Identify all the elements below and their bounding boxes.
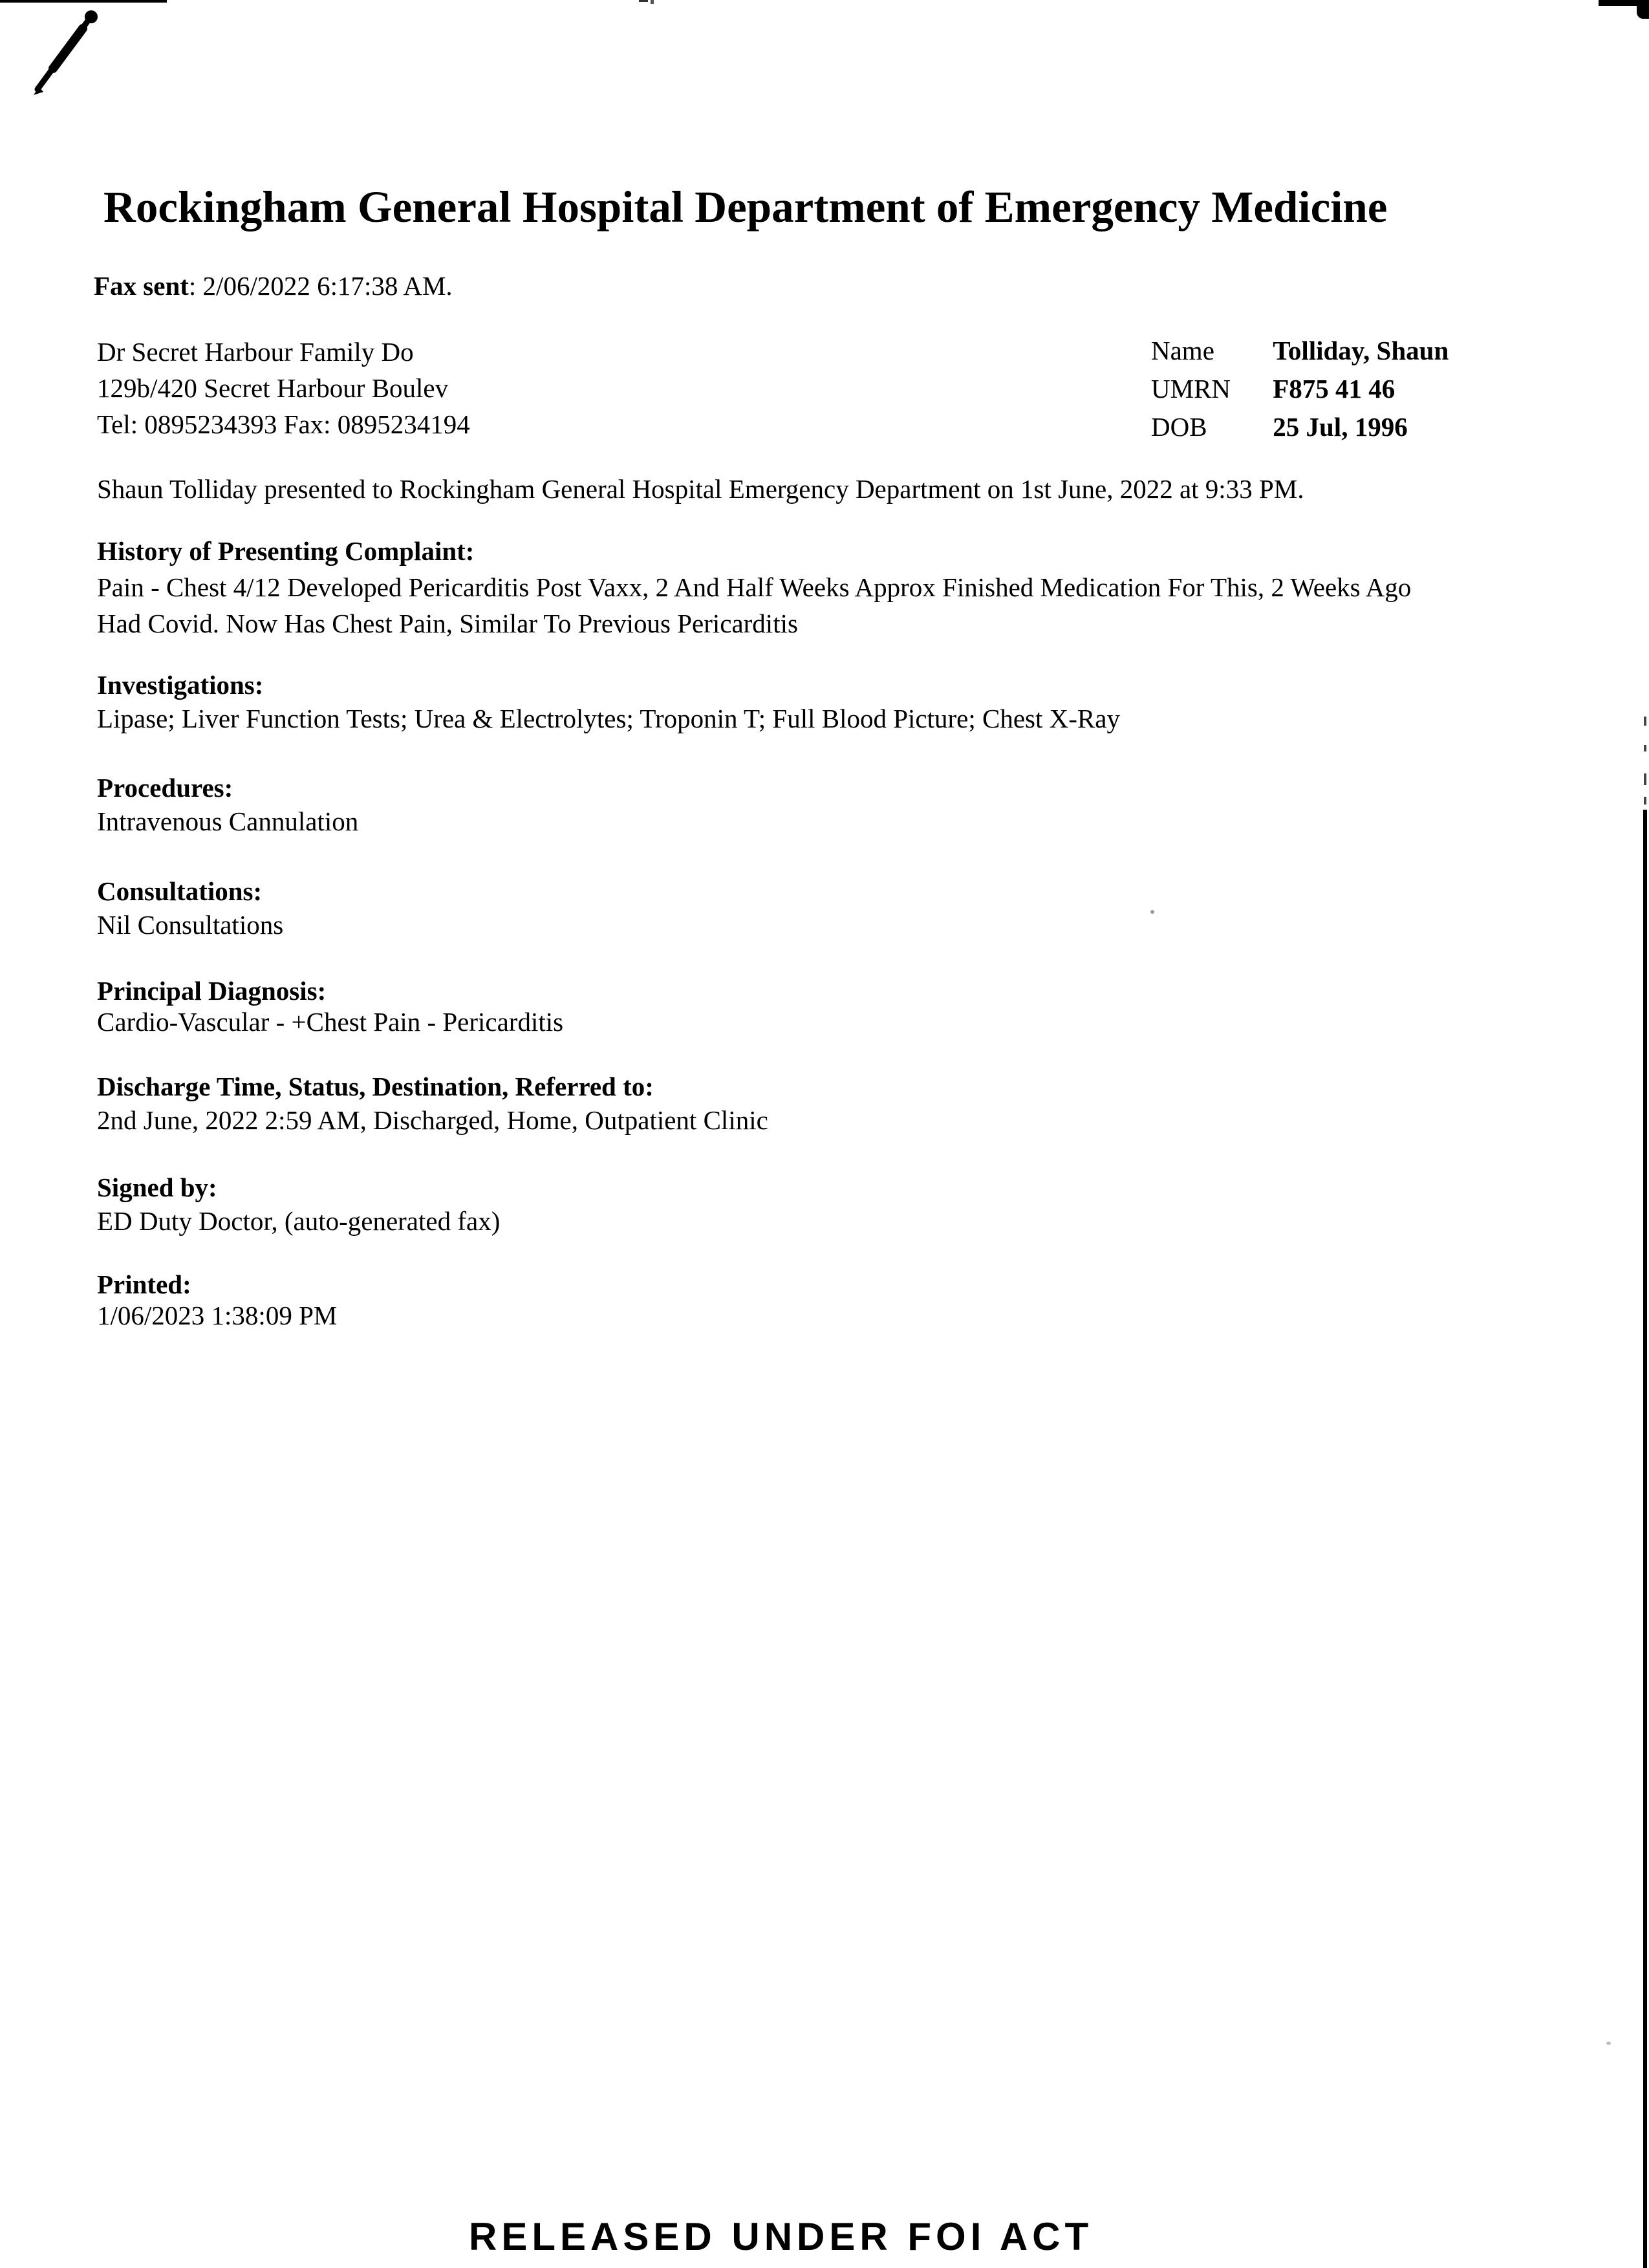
section-body: Nil Consultations xyxy=(97,910,284,940)
scan-artifact-dash xyxy=(1644,717,1646,726)
patient-dob-value: 25 Jul, 1996 xyxy=(1273,412,1408,442)
scan-speck xyxy=(639,0,648,2)
scan-artifact-dash xyxy=(1644,745,1646,751)
pen-stroke-mark xyxy=(19,5,116,109)
section-heading: Signed by: xyxy=(97,1172,217,1202)
scan-speck xyxy=(1150,910,1154,914)
section-body: Intravenous Cannulation xyxy=(97,806,359,836)
foi-release-stamp xyxy=(469,2215,1141,2258)
section-heading: Printed: xyxy=(97,1269,191,1299)
section-body: 2nd June, 2022 2:59 AM, Discharged, Home, Outpatient Clinic xyxy=(97,1105,768,1135)
section-body: Pain - Chest 4/12 Developed Pericarditis Post Vaxx, 2 And Half Weeks Approx Finished Medication For This, 2 Weeks Ago Had Covid. Now Has Chest Pain, Similar To Previous Pericarditis xyxy=(97,572,1412,638)
patient-name-label: Name xyxy=(1151,336,1214,365)
scan-artifact-dash xyxy=(1644,773,1646,785)
patient-name-value: Tolliday, Shaun xyxy=(1273,336,1449,365)
patient-row xyxy=(1151,411,1449,449)
foi-release-stamp-text: RELEASED UNDER FOI ACT xyxy=(469,2215,1094,2258)
section-heading: Discharge Time, Status, Destination, Referred to: xyxy=(97,1072,654,1101)
scan-artifact-vertical-line xyxy=(1643,810,1647,2268)
scan-artifact-top-line xyxy=(0,0,167,3)
patient-dob-label: DOB xyxy=(1151,412,1207,442)
patient-row xyxy=(1151,373,1449,411)
document-title: Rockingham General Hospital Department of Emergency Medicine xyxy=(103,182,1388,232)
fax-sent-line xyxy=(94,270,453,301)
section-heading: Principal Diagnosis: xyxy=(97,976,327,1006)
fax-sent-label: Fax sent xyxy=(94,271,189,301)
section-heading: Procedures: xyxy=(97,773,233,803)
scan-artifact-dash xyxy=(1644,797,1646,805)
section-heading: History of Presenting Complaint: xyxy=(97,536,475,566)
section-body: 1/06/2023 1:38:09 PM xyxy=(97,1301,338,1330)
recipient-line: Tel: 0895234393 Fax: 0895234194 xyxy=(97,409,470,439)
recipient-address xyxy=(97,334,470,442)
presentation-summary: Shaun Tolliday presented to Rockingham General Hospital Emergency Department on 1st June, 2022 at 9:33 PM. xyxy=(97,474,1304,504)
section-heading: Investigations: xyxy=(97,670,264,700)
section-body: ED Duty Doctor, (auto-generated fax) xyxy=(97,1206,501,1236)
section-body: Lipase; Liver Function Tests; Urea & Electrolytes; Troponin T; Full Blood Picture; Chest X-Ray xyxy=(97,704,1120,733)
recipient-line: Dr Secret Harbour Family Do xyxy=(97,337,414,367)
scan-speck xyxy=(1606,2042,1611,2045)
recipient-line: 129b/420 Secret Harbour Boulev xyxy=(97,373,449,403)
patient-umrn-label: UMRN xyxy=(1151,374,1231,404)
fax-sent-value: : 2/06/2022 6:17:38 AM. xyxy=(188,271,453,301)
patient-row xyxy=(1151,335,1449,373)
patient-umrn-value: F875 41 46 xyxy=(1273,374,1396,404)
section-body: Cardio-Vascular - +Chest Pain - Pericarditis xyxy=(97,1007,564,1037)
scan-speck xyxy=(651,0,654,4)
section-heading: Consultations: xyxy=(97,876,263,906)
scan-artifact-corner-mark xyxy=(1637,0,1649,19)
patient-info xyxy=(1151,335,1449,449)
